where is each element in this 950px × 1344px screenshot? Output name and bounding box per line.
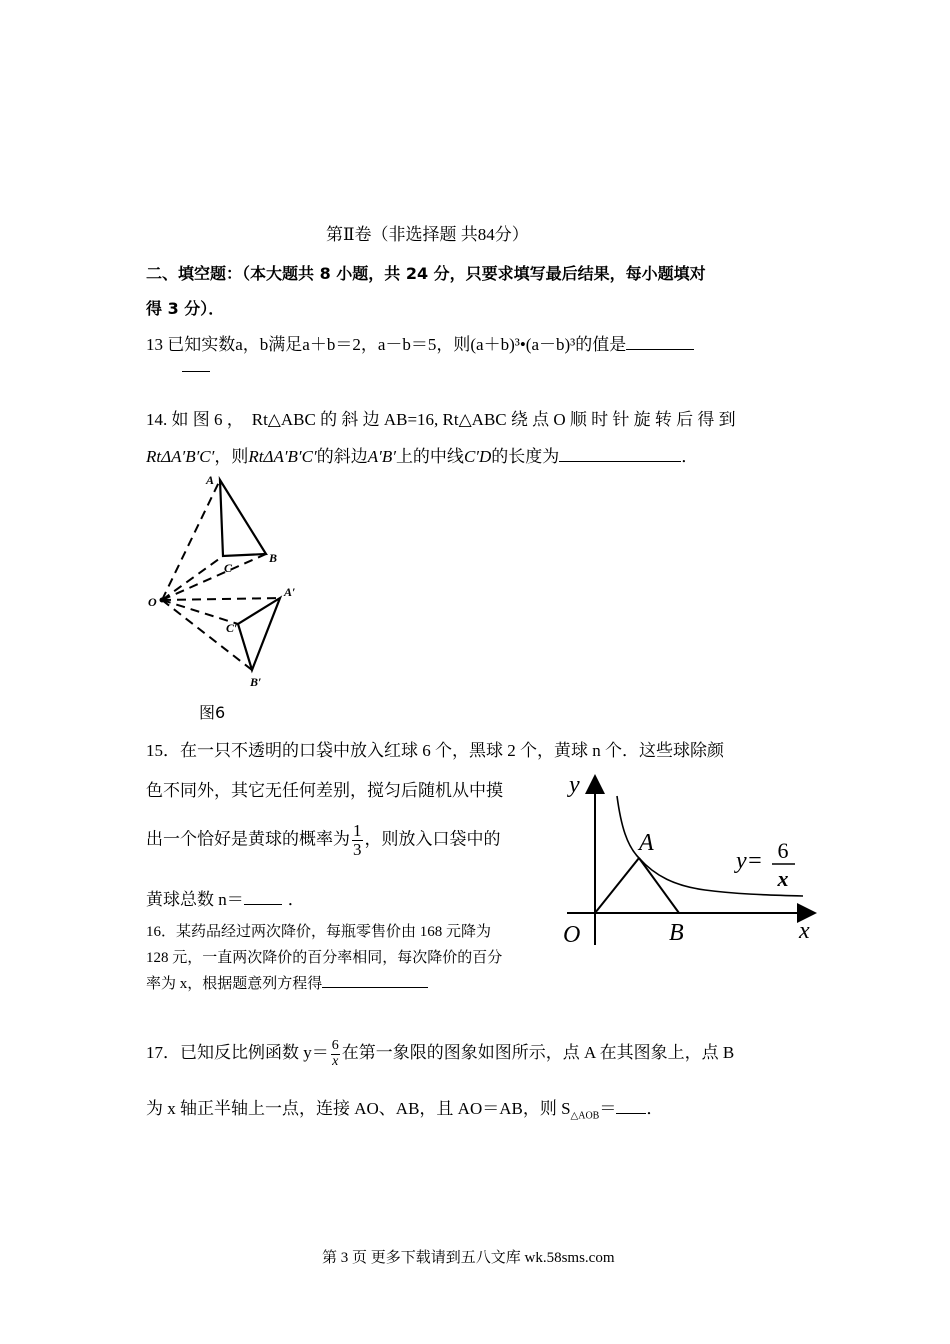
q15-line4-text: 黄球总数 n＝ [146, 890, 244, 909]
ray-ob [162, 554, 266, 600]
y-axis-label: y [569, 772, 580, 798]
point-b-label: B [669, 920, 684, 946]
ray-ob1 [162, 600, 252, 670]
q15-line3 [146, 822, 501, 859]
q17-end-mark: ． [646, 1099, 664, 1118]
q14-text-hypotenuse: 的斜边 [316, 447, 368, 466]
q17-frac-den: x [332, 1053, 339, 1069]
q14-line2 [146, 442, 698, 467]
q15-frac-den: 3 [353, 839, 362, 859]
q13-answer-blank[interactable] [626, 335, 694, 350]
q13-text: 13 已知实数a，b满足a＋b＝2，a－b＝5，则(a＋b)³•(a－b)³的值是 [146, 335, 627, 354]
q14-lead: 14. 如 图 6 ， [146, 410, 244, 429]
figure-6-caption: 图6 [199, 703, 226, 722]
q14-text-length: 的长度为 [491, 447, 560, 466]
q16-line2: 128 元，一直两次降价的百分率相同，每次降价的百分 [146, 950, 503, 966]
ray-oa1 [162, 598, 280, 600]
label-o: O [148, 595, 157, 609]
page-footer: 第 3 页 更多下载请到五八文库 wk.58sms.com [322, 1250, 615, 1266]
q17-line1-pre: 17．已知反比例函数 y＝ [146, 1043, 329, 1062]
part-heading-line1: 二、填空题：（本大题共 8 小题，共 24 分，只要求填写最后结果，每小题填对 [146, 264, 706, 283]
q14-segment-cd: C′D [463, 447, 492, 466]
label-b: B [269, 551, 278, 565]
q14-segment-ab: A′B′ [367, 447, 396, 466]
q14-text-then: ，则 [214, 447, 249, 466]
label-a: A [206, 473, 215, 487]
q14-triangle-rotated: RtΔA′B′C′ [146, 447, 215, 466]
q15-answer-blank[interactable] [244, 890, 282, 905]
segment-ab [639, 858, 679, 913]
function-num: 6 [777, 838, 789, 863]
q17-line2 [146, 1094, 663, 1121]
triangle-abc [220, 480, 266, 556]
q14-triangle-rotated-2: RtΔA′B′C′ [248, 447, 317, 466]
section-title: 第Ⅱ卷（非选择题 共84分） [326, 225, 529, 244]
q14-end-mark: ． [681, 447, 699, 466]
point-a-label: A [639, 830, 654, 856]
q16-answer-blank[interactable] [322, 975, 428, 988]
q16-line1: 16．某药品经过两次降价，每瓶零售价由 168 元降为 [146, 924, 492, 940]
q15-line4 [146, 885, 305, 910]
q17-frac-num: 6 [331, 1037, 339, 1053]
function-lhs: y= [736, 848, 763, 874]
q13-answer-blank-continued[interactable] [182, 371, 210, 372]
q14-text-median: 上的中线 [395, 447, 464, 466]
q15-line2: 色不同外，其它无任何差别，搅匀后随机从中摸 [146, 781, 503, 800]
triangle-a1b1c1 [238, 598, 280, 670]
ray-oa [162, 480, 220, 600]
label-a1: A′ [284, 585, 296, 599]
q17-equals: ＝ [599, 1099, 617, 1118]
q17-area-subscript: △AOB [570, 1110, 600, 1122]
q17-line1-post: 在第一象限的图象如图所示，点 A 在其图象上，点 B [341, 1043, 735, 1062]
q16-line3 [146, 972, 428, 993]
label-c1: C′ [226, 621, 238, 635]
q17-line1 [146, 1038, 734, 1069]
q15-line1: 15．在一只不透明的口袋中放入红球 6 个，黑球 2 个，黄球 n 个．这些球除颜 [146, 741, 724, 760]
ray-oc [162, 556, 223, 600]
label-c: C [224, 561, 233, 575]
q15-line3-pre: 出一个恰好是黄球的概率为 [146, 829, 350, 849]
q15-frac-num: 1 [353, 821, 362, 840]
segment-ao [595, 858, 639, 913]
origin-label: O [563, 922, 581, 948]
q14-line1-rest: Rt△ABC 的 斜 边 AB=16, Rt△ABC 绕 点 O 顺 时 针 旋 转 后 得 到 [251, 410, 736, 429]
q17-fraction [331, 1039, 340, 1069]
function-den: x [777, 866, 789, 891]
label-b1: B′ [250, 675, 262, 689]
question-13 [146, 330, 694, 355]
q15-line3-post: ，则放入口袋中的 [364, 829, 501, 849]
point-o [160, 598, 165, 603]
q16-line3-text: 率为 x，根据题意列方程得 [146, 976, 323, 992]
q17-line2-text: 为 x 轴正半轴上一点，连接 AO、AB，且 AO＝AB，则 S [146, 1099, 571, 1118]
q17-answer-blank[interactable] [616, 1099, 646, 1114]
q15-end-mark: ． [287, 890, 305, 909]
q15-fraction [352, 822, 363, 859]
part-heading-line2: 得 3 分）． [146, 299, 225, 318]
q14-line1 [146, 405, 736, 430]
x-axis-label: x [799, 918, 810, 944]
inverse-function-graph [555, 768, 825, 948]
q14-answer-blank[interactable] [559, 447, 681, 462]
q14-figure [140, 470, 310, 695]
